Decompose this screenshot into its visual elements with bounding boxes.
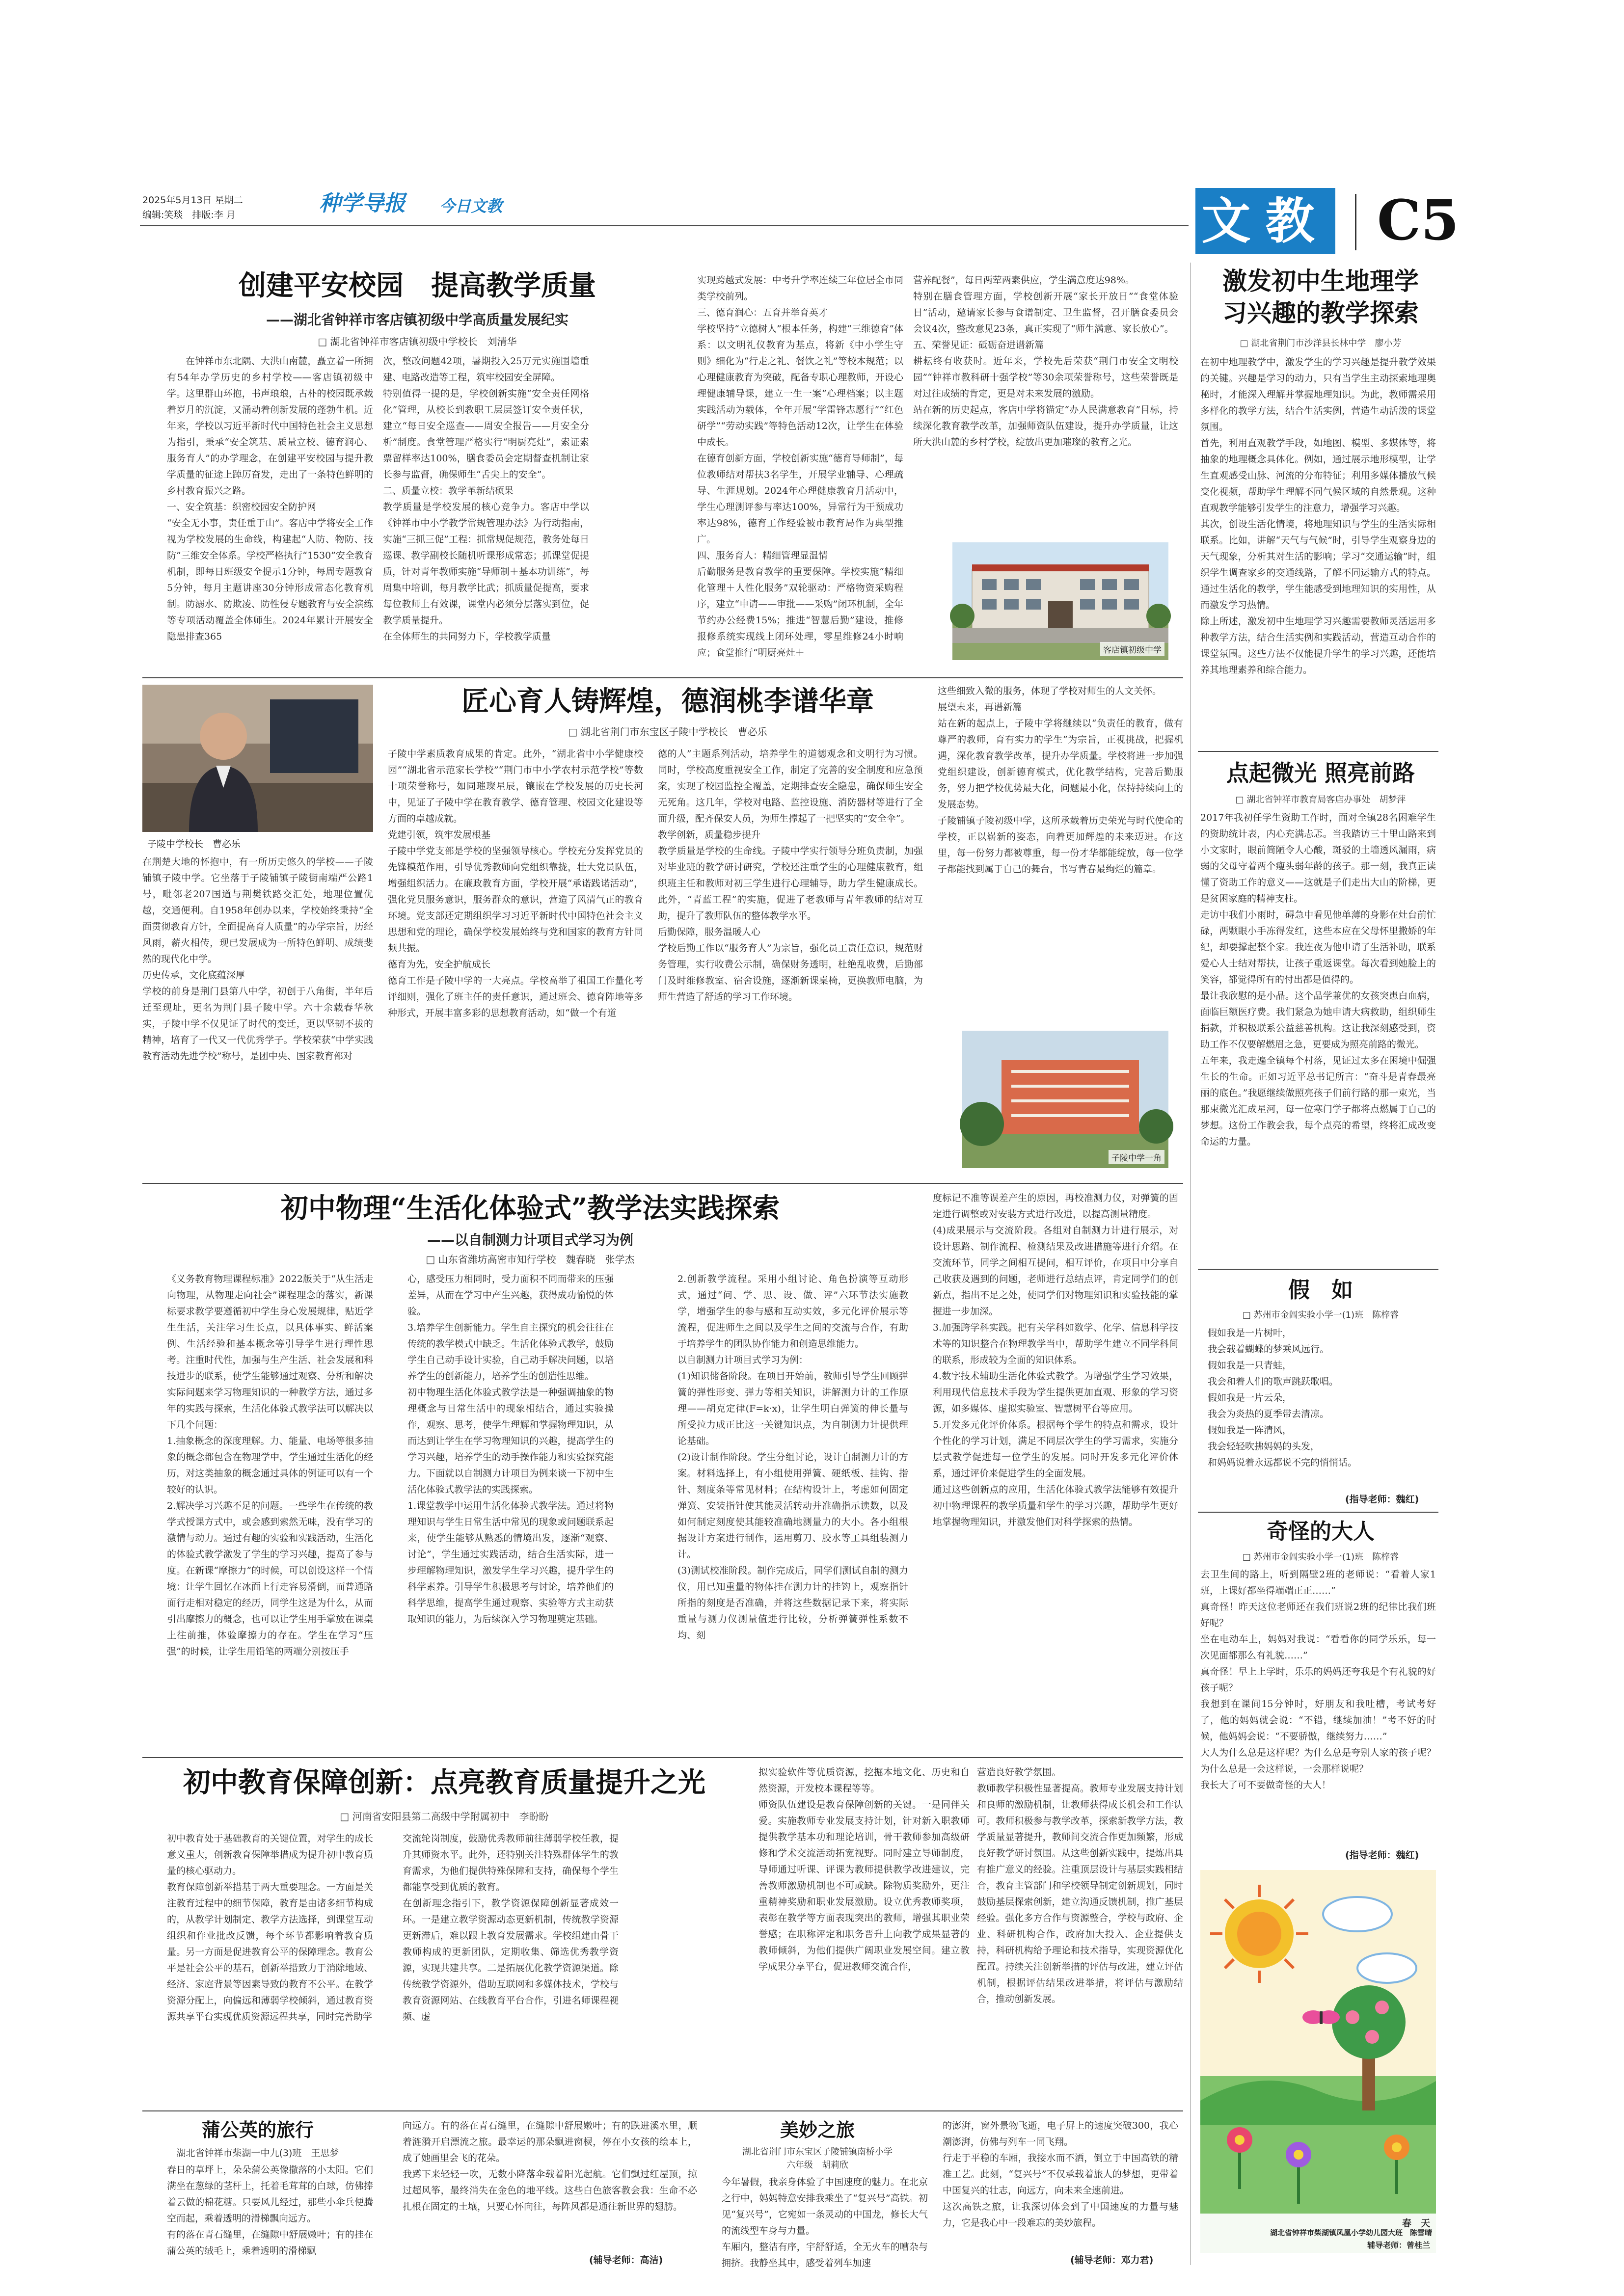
section-badge bbox=[1195, 188, 1335, 254]
principal-caption: 子陵中学校长 曹必乐 bbox=[147, 839, 241, 850]
poem-byline: □ 苏州市金阊实验小学一(1)班 陈梓睿 bbox=[1242, 1310, 1399, 1320]
divider-article3 bbox=[142, 1757, 1183, 1758]
article1-col3: 实现跨越式发展：中考升学率连续三年位居全市同类学校前列。 三、德育润心：五育并举育英才 学校坚持“立德树人”根本任务，构建“三维德育”体系：以文明礼仪教育为基点，将新《中小学生守则》细化为“行走之礼、餐饮之礼”等校本规范；以心理健康教育为突破，配备专职心理教师，开设心理健康辅导课，建立一生一案”心理档案；以主题实践活动为载体，全年开展“学雷锋志愿行”“红色研学”“劳动实践”等特色活动12次，让学生在体验中成长。 在德育创新方面，学校创新实施“德育导师制”，每位教师结对帮扶3名学生，开展学业辅导、心理疏导、生涯规划。2024年心理健康教育月活动中，学生心理测评参与率达100%，异常行为干预成功率达98%，德育工作经验被市教育局作为典型推广。 四、服务育人：精细管理显温情 后勤服务是教育教学的重要保障。学校实施“精细化管理＋人性化服务”双轮驱动：严格物资采购程序，建立“申请——审批——采购”闭环机制，全年节约办公经费15%；推进“智慧后勤”建设，推修报修系统实现线上闭环处理，零星维修24小时响应；食堂推行“明厨亮灶＋ bbox=[697, 275, 903, 658]
article2-col1: 在荆楚大地的怀抱中，有一所历史悠久的学校——子陵铺镇子陵中学。它坐落于子陵铺镇子陵街南端严公路1号，毗邻老207国道与荆樊铁路交汇处，地理位置优越，交通便利。自1958年创办以来，学校始终秉持“全面贯彻教育方针，全面提高育人质量”的办学宗旨，历经风雨，薪火相传，现已发展成为一所特色鲜明、成绩斐然的现代化中学。 历史传承，文化底蕴深厚 学校的前身是荆门县第八中学，初创于八角街，半年后迁至现址，更名为荆门县子陵中学。六十余载春华秋实，子陵中学不仅见证了时代的变迁，更以坚韧不拔的精神，培育了一代又一代优秀学子。学校荣获“中学实践教育活动先进学校”称号，是团中央、国家教育部对 bbox=[142, 856, 373, 1062]
article2-title: 匠心育人铸辉煌，德润桃李谱华章 bbox=[461, 685, 874, 718]
article3-col3: 2.创新教学流程。采用小组讨论、角色扮演等互动形式，通过“问、学、思、设、做、评”六环节法实施教学，增强学生的参与感和互动实效，多元化评价展示等流程，促进师生之间以及学生之间的交流与合作，有助于培养学生的团队协作能力和创造思维能力。 以自制测力计项目式学习为例： (1)知识储备阶段。在项目开始前，教师引导学生回顾弹簧的弹性形变、弹力等相关知识，讲解测力计的工作原理——胡克定律(F=k·x)，让学生明白弹簧的伸长量与所受拉力成正比这一关键知识点，为自制测力计提供理论基础。 (2)设计制作阶段。学生分组讨论，设计自制测力计的方案。材料选择上，有小组使用弹簧、硬纸板、挂钩、指针、刻度条等常见材料；在结构设计上，考虑如何固定弹簧、安装指针使其能灵活转动并准确指示读数，以及如何制定刻度使其能较准确地测量力的大小。各小组根据设计方案进行制作，运用剪刀、胶水等工具组装测力计。 (3)测试校准阶段。制作完成后，同学们测试自制的测力仪，用已知重量的物体挂在测力计的挂钩上，观察指针所指的刻度是否准确，并将这些数据记录下来，将实际重量与测力仪测量值进行比较，分析弹簧弹性系数不均、刻 bbox=[677, 1274, 908, 1641]
essay1-teacher: (辅导老师：高洁) bbox=[589, 2255, 663, 2266]
principal-photo bbox=[142, 685, 373, 832]
essay3-teacher: (指导老师：魏红) bbox=[1345, 1850, 1419, 1861]
article3-col1: 《义务教育物理课程标准》2022版关于“从生活走向物理，从物理走向社会”课程理念的落实，新课标要求教学要遵循初中学生身心发展规律，贴近学生生活，关注学习生长点，以具体事实、鲜活案例、生活经验和基本概念等引导学生进行理性思考。注重时代性，加强与生产生活、社会发展和科技进步的联系，使学生能够通过观察、分析和解决实际问题来学习物理知识的一种教学方法，通过多年的实践与探索，生活化体验式教学法可以解决以下几个问题： 1.抽象概念的深度理解。力、能量、电场等很多抽象的概念都包含在物理学中，学生通过生活化的经历，对这类抽象的概念通过具体的例证可以有一个较好的认识。 2.解决学习兴趣不足的问题。一些学生在传统的教学式授课方式中，或会感到索然无味，没有学习的激情与动力。通过有趣的实验和实践活动，生活化的体验式教学激发了学生的学习兴趣，提高了参与度。在新课“摩擦力”的时候，可以创设这样一个情境：让学生回忆在冰面上行走容易滑倒，而普通路面行走相对稳定的经历，同学生这是为什么，从而引出摩擦力的概念，也可以让学生用手掌放在课桌上往前推，体验摩擦力的存在。学生在学习“压强”的时候，让学生用铅笔的两端分别按压手 bbox=[167, 1274, 373, 1657]
article1-title: 创建平安校园 提高教学质量 bbox=[239, 269, 596, 302]
header-editor: 编辑:笑琰 排版:李 月 bbox=[142, 210, 236, 220]
article4-byline: □ 河南省安阳县第二高级中学附属初中 李盼盼 bbox=[340, 1811, 549, 1822]
article3-col2: 心，感受压力相同时，受力面积不同而带来的压强差异，从而在学习中产生兴趣，获得成功愉悦的体验。 3.培养学生创新能力。学生自主探究的机会往往在传统的教学模式中缺乏。生活化体验式教学，鼓励学生自己动手设计实验，自己动手解决问题，以培养学生的创新能力，培养学生的创造性思维。 初中物理生活化体验式教学法是一种强调抽象的物理概念与日常生活中的现象相结合，通过实验操作，观察、思考，使学生理解和掌握物理知识，从而达到让学生在学习物理知识的兴趣，提高学生的学习兴趣，培养学生的动手操作能力和实验探究能力。下面就以自制测力计项目为例来谈一下初中生活化体验式教学法的实践探索。 1.课堂教学中运用生活化体验式教学法。通过将物理知识与学生日常生活中常见的现象或问题联系起来，使学生能够从熟悉的情境出发，逐渐“观察、讨论”，学生通过实践活动，结合生活实际，进一步理解物理知识，激发学生学习兴趣，提升学生的科学素养。引导学生积极思考与讨论，培养他们的科学思维，提高学生通过观察、实验等方式主动获取知识的能力，为后续深入学习物理奠定基础。 bbox=[407, 1274, 614, 1625]
article2-byline: □ 湖北省荆门市东宝区子陵中学校长 曹必乐 bbox=[568, 726, 767, 738]
article1-col1: 在钟祥市东北隅、大洪山南麓，矗立着一所拥有54年办学历史的乡村学校——客店镇初级中学。这里群山环抱，书声琅琅，古朴的校园既承载着岁月的沉淀，又涌动着创新发展的蓬勃生机。近年来，学校以习近平新时代中国特色社会主义思想为指引，秉承“安全筑基、质量立校、德育润心、服务育人”的办学理念，在创建平安校园与提升教学质量的征途上踔厉奋发，走出了一条特色鲜明的乡村教育振兴之路。 一、安全筑基：织密校园安全防护网 “安全无小事，责任重于山”。客店中学将安全工作视为学校发展的生命线，构建起“人防、物防、技防”三维安全体系。学校严格执行“1530”安全教育机制，即每日班级安全提示1分钟，每周专题教育5分钟，每月主题讲座30分钟形成常态化教育机制。防溺水、防欺凌、防性侵专题教育与安全演练等专项活动覆盖全体师生。2024年累计开展安全隐患排查365 bbox=[167, 356, 373, 642]
right2-title: 点起微光 照亮前路 bbox=[1226, 760, 1415, 786]
section-label: 文教 bbox=[1201, 192, 1329, 250]
right2-byline: □ 湖北省钟祥市教育局客店办事处 胡梦萍 bbox=[1235, 795, 1406, 805]
right2-text: 2017年我初任学生资助工作时，面对全镇28名困难学生的资助统计表，内心充满忐忑。当我踏访三十里山路来到小文家时，眼前简陋令人心酸，斑驳的土墙透风漏雨，病弱的父母守着两个瘦头弱年龄的孩子。那一刻，我真正读懂了资助工作的意义——这就是子们走出大山的阶梯，更是贫困家庭的精神支柱。 走访中我们小雨时，碍急中看见他单薄的身影在灶台前忙碌，两颗眼小手冻得发红，这些本应在父母怀里撒娇的年纪，却要撑起整个家。我连夜为他申请了生活补助，联系爱心人士结对帮扶，让孩子重返课堂。每次看到她脸上的笑容，都觉得所有的付出都是值得的。 最让我欣慰的是小晶。这个品学兼优的女孩突患白血病，面临巨额医疗费。我们紧急为她申请大病救助，组织师生捐款，并积极联系公益慈善机构。这让我深刻感受到，资助工作不仅要解燃眉之急，更要成为照亮前路的微光。 五年来，我走遍全镇每个村落，见证过太多在困境中倔强生长的生命。正如习近平总书记所言：“奋斗是青春最亮丽的底色。”我愿继续做照亮孩子们前行路的那一束光，当那束微光汇成星河，每一位寒门学子都将点燃属于自己的梦想。这份工作教会我，每个点亮的希望，终将汇成改变命运的力量。 bbox=[1200, 812, 1436, 1147]
essay1-title: 蒲公英的旅行 bbox=[201, 2119, 314, 2141]
essay2-byline1: 湖北省荆门市东宝区子陵铺镇南桥小学 bbox=[742, 2147, 893, 2157]
campus-illustration bbox=[962, 1031, 1168, 1168]
logo-sub: 今日文教 bbox=[439, 197, 503, 215]
article3-subtitle: ——以自制测力计项目式学习为例 bbox=[427, 1232, 633, 1248]
butterfly-icon bbox=[1302, 2010, 1340, 2024]
divider-right1 bbox=[1198, 751, 1438, 752]
divider-right3 bbox=[1198, 1512, 1438, 1513]
article4-col1: 初中教育处于基础教育的关键位置，对学生的成长意义重大，创新教育保障举措成为提升初中教育质量的核心驱动力。 教育保障创新举措基于两大重要理念。一方面是关注教育过程中的细节保障，教育是由诸多细节构成的，从教学计划制定、教学方法选择，到课堂互动组织和作业批改反馈，每个环节都影响着教育质量。另一方面是促进教育公平的保障理念。教育公平是社会公平的基石，创新举措致力于消除地域、经济、家庭背景等因素导致的教育不公平。在教学资源分配上，向偏远和薄弱学校倾斜，通过教育资源共享平台实现优质资源远程共享，同时完善助学 bbox=[167, 1833, 373, 2022]
masthead-logo bbox=[319, 184, 430, 223]
essay2-col2: 的澎湃，窗外景物飞逝，电子屏上的速度突破300，我心潮澎湃，仿佛与列车一同飞翔。 行走于平稳的车厢，我接水而不洒，倒立于中国高铁的精准工艺。此刻，“复兴号”不仅承载着旅人的梦想，更带着中国复兴的壮志，向远方，向未来全速前进。 这次高铁之旅，让我深切体会到了中国速度的力量与魅力，它是我心中一段难忘的美妙旅程。 bbox=[943, 2120, 1178, 2228]
article3-title: 初中物理“生活化体验式”教学法实践探索 bbox=[280, 1192, 780, 1225]
essay1-col2: 向远方。有的落在青石缝里，在缝隙中舒展嫩叶；有的跌进溪水里，顺着涟漪开启漂流之旅。最幸运的那朵飘进窗棂，停在小女孩的绘本上，成了她画里会飞的花朵。 我蹲下来轻轻一吹，无数小降落伞载着阳光起航。它们飘过红屋顶，掠过超风筝，最终消失在金色的地平线。这些白色旅客教会我：生命不必扎根在固定的土壤，只要心怀向往，每阵风都是通往新世界的翅膀。 bbox=[403, 2120, 697, 2212]
divider-right2 bbox=[1198, 1269, 1438, 1270]
article4-col4: 营造良好教学氛围。 教师教学积极性显著提高。教师专业发展支持计划和良师的激励机制，让教师获得成长机会和工作认可。教师积极参与教学改革，探索新教学方法，教学质量显著提升，教师间交流合作更加频繁，形成良好教学研讨氛围。从这些创新实践中，提炼出具有推广意义的经验。注重顶层设计与基层实践相结合，教育主管部门和学校领导制定创新规划，同时鼓励基层探索创新，建立沟通反馈机制，推广基层经验。强化多方合作与资源整合，学校与政府、企业、科研机构合作，政府加大投入、企业提供支持，科研机构给予理论和技术指导，实现资源优化配置。持续关注创新举措的评估与改进，建立评估机制，根据评估结果改进举措，将评估与激励结合，推动创新发展。 bbox=[977, 1767, 1183, 2004]
masthead-rule bbox=[140, 225, 1189, 226]
school-photo-caption: 客店镇初级中学 bbox=[1100, 642, 1164, 656]
drawing-caption-teacher: 辅导老师：曾桂兰 bbox=[1367, 2241, 1430, 2250]
poem-teacher: (指导老师：魏红) bbox=[1345, 1494, 1419, 1505]
childrens-drawing bbox=[1200, 1870, 1436, 2253]
article4-col2: 交流轮岗制度，鼓励优秀教师前往薄弱学校任教，提升其师资水平。此外，还特别关注特殊群体学生的教育需求，为他们提供特殊保障和支持，确保每个学生都能享受到优质的教育。 在创新理念指引下，教学资源保障创新显著成效一环。一是建立教学资源动态更新机制，传统教学资源更新滞后，难以跟上教育发展需求。学校组建由骨干教师构成的更新团队，定期收集、筛选优秀教学资源，实现共建共享。二是拓展优化教学资源渠道。除传统教学资源外，借助互联网和多媒体技术，学校与教育资源网站、在线教育平台合作，引进名师课程视频、虚 bbox=[403, 1833, 619, 2022]
article4-title: 初中教育保障创新：点亮教育质量提升之光 bbox=[183, 1766, 705, 1799]
article4-col3: 拟实验软件等优质资源，挖掘本地文化、历史和自然资源，开发校本课程等等。 师资队伍建设是教育保障创新的关键。一是同伴关爱。实施教师专业发展支持计划，针对新入职教师提供教学基本功和理论培训，骨干教师参加高级研修和学术交流活动拓宽视野。同时建立导师制度，导师通过听课、评课为教师提供教学改进建议，完善教师激励机制也不可或缺。除物质奖励外，更注重精神奖励和职业发展激励。设立优秀教师奖项，表彰在教学等方面表现突出的教师，增强其职业荣誉感；在职称评定和职务晋升上向教学成果显著的教师倾斜，为他们提供广阔职业发展空间。建立教学成果分享平台，促进教师交流合作， bbox=[758, 1767, 970, 1972]
article1-subtitle: ——湖北省钟祥市客店镇初级中学高质量发展纪实 bbox=[266, 312, 568, 328]
article1-col2: 次，整改问题42项，暑期投入25万元实施围墙重建、电路改造等工程，筑牢校园安全屏障。 特别值得一提的是，学校创新实施“安全责任网格化”管理，从校长到教职工层层签订安全责任状，建立“每日安全巡查——周安全报告——月安全分析”制度。食堂管理严格实行“明厨亮灶”，索证索票留样率达100%，膳食委员会定期督查机制让家长参与监督，确保师生“舌尖上的安全”。 二、质量立校：教学革新结硕果 教学质量是学校发展的核心竞争力。客店中学以《钟祥市中小学教学常规管理办法》为行动指南，实施“三抓三促”工程：抓常规促规范，教务处每日巡课、教学副校长随机听课形成常态；抓课堂促提质，针对青年教师实施“导师制＋基本功训练”，每周集中培训，每月教学比武；抓质量促提高，要求每位教师上有效课，课堂内必须分层落实到位，促教学质量提升。 在全体师生的共同努力下，学校教学质量 bbox=[383, 356, 589, 642]
sun-icon bbox=[1210, 1885, 1308, 1983]
divider-article1 bbox=[142, 677, 1183, 678]
essay3-byline: □ 苏州市金阊实验小学一(1)班 陈梓睿 bbox=[1242, 1552, 1399, 1562]
campus-photo bbox=[962, 1031, 1168, 1168]
header-date: 2025年5月13日 星期二 bbox=[142, 195, 243, 206]
essay2-teacher: (辅导老师：邓力君) bbox=[1070, 2255, 1154, 2266]
article1-col4: 营养配餐”，每日两荤两素供应，学生满意度达98%。 特别在膳食管理方面，学校创新开展“家长开放日”“食堂体验日”活动，邀请家长参与食谱制定、卫生监督，召开膳食委员会会议4次，整改意见23条，真正实现了“师生满意、家长放心”。 五、荣誉见证：砥砺奋进谱新篇 耕耘终有收获时。近年来，学校先后荣获“荆门市安全文明校园”“钟祥市教科研十强学校”等30余项荣誉称号，这些荣誉既是对过往成绩的肯定，更是对未来发展的激励。 站在新的历史起点，客店中学将锚定“办人民满意教育”目标，持续深化教育教学改革，加强师资队伍建设，提升办学质量，让这所大洪山麓的乡村学校，绽放出更加璀璨的教育之光。 bbox=[913, 275, 1178, 448]
article2-col3: 德的人”主题系列活动，培养学生的道德观念和文明行为习惯。同时，学校高度重视安全工作，制定了完善的安全制度和应急预案，实现了校园监控全覆盖，定期排查安全隐患，确保师生安全无死角。这几年，学校对电路、监控设施、消防器材等进行了全面升级，配齐保安人员，为师生撑起了一把坚实的“安全伞”。 教学创新，质量稳步提升 教学质量是学校的生命线。子陵中学实行领导分班负责制，加强对毕业班的教学研讨研究，学校还注重学生的心理健康教育，组织班主任和教师对初三学生进行心理辅导，助力学生健康成长。此外，“青蓝工程”的实施，促进了老教师与青年教师的结对互助，提升了教师队伍的整体教学水平。 后勤保障，服务温暖人心 学校后勤工作以“服务育人”为宗旨，强化员工责任意识，规范财务管理，实行收费公示制，确保财务透明，杜绝乱收费，后勤部门及时维修教室、宿舍设施，逐渐新课桌椅，更换教师电脑，为师生营造了舒适的学习工作环境。 bbox=[658, 748, 923, 1002]
article1-byline: □ 湖北省钟祥市客店镇初级中学校长 刘清华 bbox=[318, 336, 517, 347]
right1-byline: □ 湖北省荆门市沙洋县长林中学 廖小芳 bbox=[1240, 338, 1402, 348]
page-number: C5 bbox=[1377, 188, 1460, 253]
drawing-caption-title: 春 天 bbox=[1402, 2218, 1430, 2229]
article3-byline: □ 山东省潍坊高密市知行学校 魏春晓 张学杰 bbox=[426, 1254, 635, 1265]
principal-portrait bbox=[142, 685, 373, 832]
divider-article2 bbox=[142, 1183, 1183, 1184]
article2-col4: 这些细致入微的服务，体现了学校对师生的人文关怀。 展望未来，再谱新篇 站在新的起点上，子陵中学将继续以“负责任的教育，做有尊严的教师，育有实力的学生”为宗旨，正视挑战，把握机遇，深化教育教学改革，提升办学质量。学校将进一步加强党组织建设，创新德育模式，优化教学结构，完善后勤服务，努力把学校优势最大化，问题最小化，保持持续向上的发展态势。 子陵铺镇子陵初级中学，这所承载着历史荣光与时代使命的学校，正以崭新的姿态，向着更加辉煌的未来迈进。在这里，每一份努力都被尊重，每一份才华都能绽放，每一位学子都能找到属于自己的舞台，书写青春最绚烂的篇章。 bbox=[938, 686, 1183, 875]
right1-text: 在初中地理教学中，激发学生的学习兴趣是提升教学效果的关键。兴趣是学习的动力，只有当学生主动探索地理奥秘时，才能深入理解并掌握地理知识。为此，教师需采用多样化的教学方法，结合生活实例，营造生动活泼的课堂氛围。 首先，利用直观教学手段，如地图、模型、多媒体等，将抽象的地理概念具体化。例如，通过展示地形模型，让学生直观感受山脉、河流的分布特征；利用多媒体播放气候变化视频，帮助学生理解不同气候区域的自然景观。这种直观教学能够引发学生的注意力，增强学习兴趣。 其次，创设生活化情境，将地理知识与学生的生活实际相联系。比如，讲解“天气与气候”时，引导学生观察身边的天气现象，分析其对生活的影响；学习“交通运输”时，组织学生调查家乡的交通线路，了解不同运输方式的特点。通过生活化的教学，学生能感受到地理知识的实用性，从而激发学习热情。 除上所述，激发初中生地理学习兴趣需要教师灵活运用多种教学方法，结合生活实例和实践活动，营造互动合作的课堂氛围。这些方法不仅能提升学生的学习兴趣，还能培养其地理素养和综合能力。 bbox=[1200, 357, 1436, 675]
spring-drawing bbox=[1200, 1870, 1436, 2253]
logo-text: 种学导报 bbox=[319, 191, 406, 216]
essay3-title: 奇怪的大人 bbox=[1267, 1519, 1375, 1544]
divider-article4 bbox=[142, 2110, 1183, 2111]
essay2-title: 美妙之旅 bbox=[780, 2119, 855, 2141]
campus-photo-caption: 子陵中学一角 bbox=[1109, 1150, 1164, 1164]
article3-col4: 度标记不准等误差产生的原因，再校准测力仪，对弹簧的固定进行调整或对安装方式进行改进，以提高测量精度。 (4)成果展示与交流阶段。各组对自制测力计进行展示，对设计思路、制作流程、检测结果及改进措施等进行介绍。在交流环节，同学之间相互提问，相互评价，在项目中分享自己收获及遇到的问题，老师进行总结点评，肯定同学们的创新点，指出不足之处，使同学们对物理知识和实验技能的掌握进一步加深。 3.加强跨学科实践。把有关学科如数学、化学、信息科学技术等的知识整合在物理教学当中，帮助学生建立不同学科间的联系，形成较为全面的知识体系。 4.数字技术辅助生活化体验式教学。为增强学生学习效果，利用现代信息技术手段为学生提供更加直观、形象的学习资源，如多媒体、虚拟实验室、智慧树平台等应用。 5.开发多元化评价体系。根据每个学生的特点和需求，设计个性化的学习计划，满足不同层次学生的学习需求，实施分层式教学促进每一位学生的发展。同时开发多元化评价体系，通过评价来促进学生的全面发展。 通过这些创新点的应用，生活化体验式教学法能够有效提升初中物理课程的教学质量和学生的学习兴趣，帮助学生更好地掌握物理知识，并激发他们对科学探索的热情。 bbox=[933, 1193, 1178, 1527]
essay1-col1: 春日的草坪上，朵朵蒲公英像撒落的小太阳。它们满坐在葱绿的茎杆上，托着毛茸茸的白球，仿佛捧着云做的棉花糖。只要风儿经过，那些小伞兵便腾空而起，乘着透明的滑梯飘向远方。 有的落在青石缝里，在缝隙中舒展嫩叶；有的挂在蒲公英的绒毛上，乘着透明的滑梯飘 bbox=[167, 2164, 373, 2256]
essay2-byline2: 六年级 胡莉欣 bbox=[786, 2160, 848, 2170]
article2-col2: 子陵中学素质教育成果的肯定。此外，“湖北省中小学健康校园”“湖北省示范家长学校”“荆门市中小学农村示范学校”等数十项荣誉称号，如同璀璨星辰，镶嵌在学校发展的历史长河中，见证了子陵中学在教育教学、德育管理、校园文化建设等方面的卓越成就。 党建引领，筑牢发展根基 子陵中学党支部是学校的坚强领导核心。学校充分发挥党员的先锋模范作用，引导优秀教师向党组织靠拢，壮大党员队伍，增强组织活力。在廉政教育方面，学校开展“承诺践诺活动”，强化党员服务意识，服务群众的意识，营造了风清气正的教育环境。党支部还定期组织学习习近平新时代中国特色社会主义思想和党的理论，确保学校发展始终与党和国家的教育方针同频共振。 德育为先，安全护航成长 德育工作是子陵中学的一大亮点。学校高举了祖国工作量化考评细则，强化了班主任的责任意识，通过班会、德育阵地等多种形式，开展丰富多彩的思想教育活动，如“做一个有道 bbox=[388, 748, 643, 1018]
essay1-byline: 湖北省钟祥市柴湖一中九(3)班 王思梦 bbox=[176, 2148, 339, 2159]
right1-title-line2: 习兴趣的教学探索 bbox=[1222, 298, 1419, 327]
poem-title: 假 如 bbox=[1288, 1278, 1353, 1303]
right1-title-line1: 激发初中生地理学 bbox=[1222, 267, 1419, 295]
poem-text: 假如我是一片树叶， 我会载着蝴蝶的梦乘风远行。 假如我是一只青蛙， 我会和着人们的歌声跳跃歌唱。 假如我是一片云朵， 我会为炎热的夏季带去清凉。 假如我是一阵清风， 我会轻轻吹拂妈妈的头发， 和妈妈说着永远都说不完的悄悄话。 bbox=[1208, 1328, 1357, 1468]
section-divider bbox=[1355, 194, 1356, 250]
school-photo bbox=[952, 542, 1168, 660]
essay2-col1: 今年暑假，我亲身体验了中国速度的魅力。在北京之行中，妈妈特意安排我乘坐了“复兴号”高铁。初见“复兴号”，它宛如一条灵动的中国龙，修长大气的流线型车身与力量。 车厢内，整洁有序，宇舒舒适，全无火车的嘈杂与拥挤。我静坐其中，感受着列车加速 bbox=[722, 2177, 928, 2269]
drawing-caption-author: 湖北省钟祥市柴湖镇凤凰小学幼儿园大班 陈雪晴 bbox=[1270, 2228, 1432, 2237]
essay3-text: 去卫生间的路上，听到隔壁2班的老师说：“看着人家1班，上课好都坐得端端正正……” 真奇怪！昨天这位老师还在我们班说2班的纪律比我们班好呢？ 坐在电动车上，妈妈对我说：“看看你的同学乐乐，每一次见面都那么有礼貌……” 真奇怪！早上上学时，乐乐的妈妈还夸我是个有礼貌的好孩子呢？ 我想到在课间15分钟时，好朋友和我吐槽，考试考好了，他的妈妈就会说：“不错，继续加油！”考不好的时候，他妈妈会说：“不要骄傲，继续努力……” 大人为什么总是这样呢？为什么总是夸别人家的孩子呢？为什么总是一会这样说，一会那样说呢？ 我长大了可不要做奇怪的大人！ bbox=[1200, 1569, 1436, 1790]
